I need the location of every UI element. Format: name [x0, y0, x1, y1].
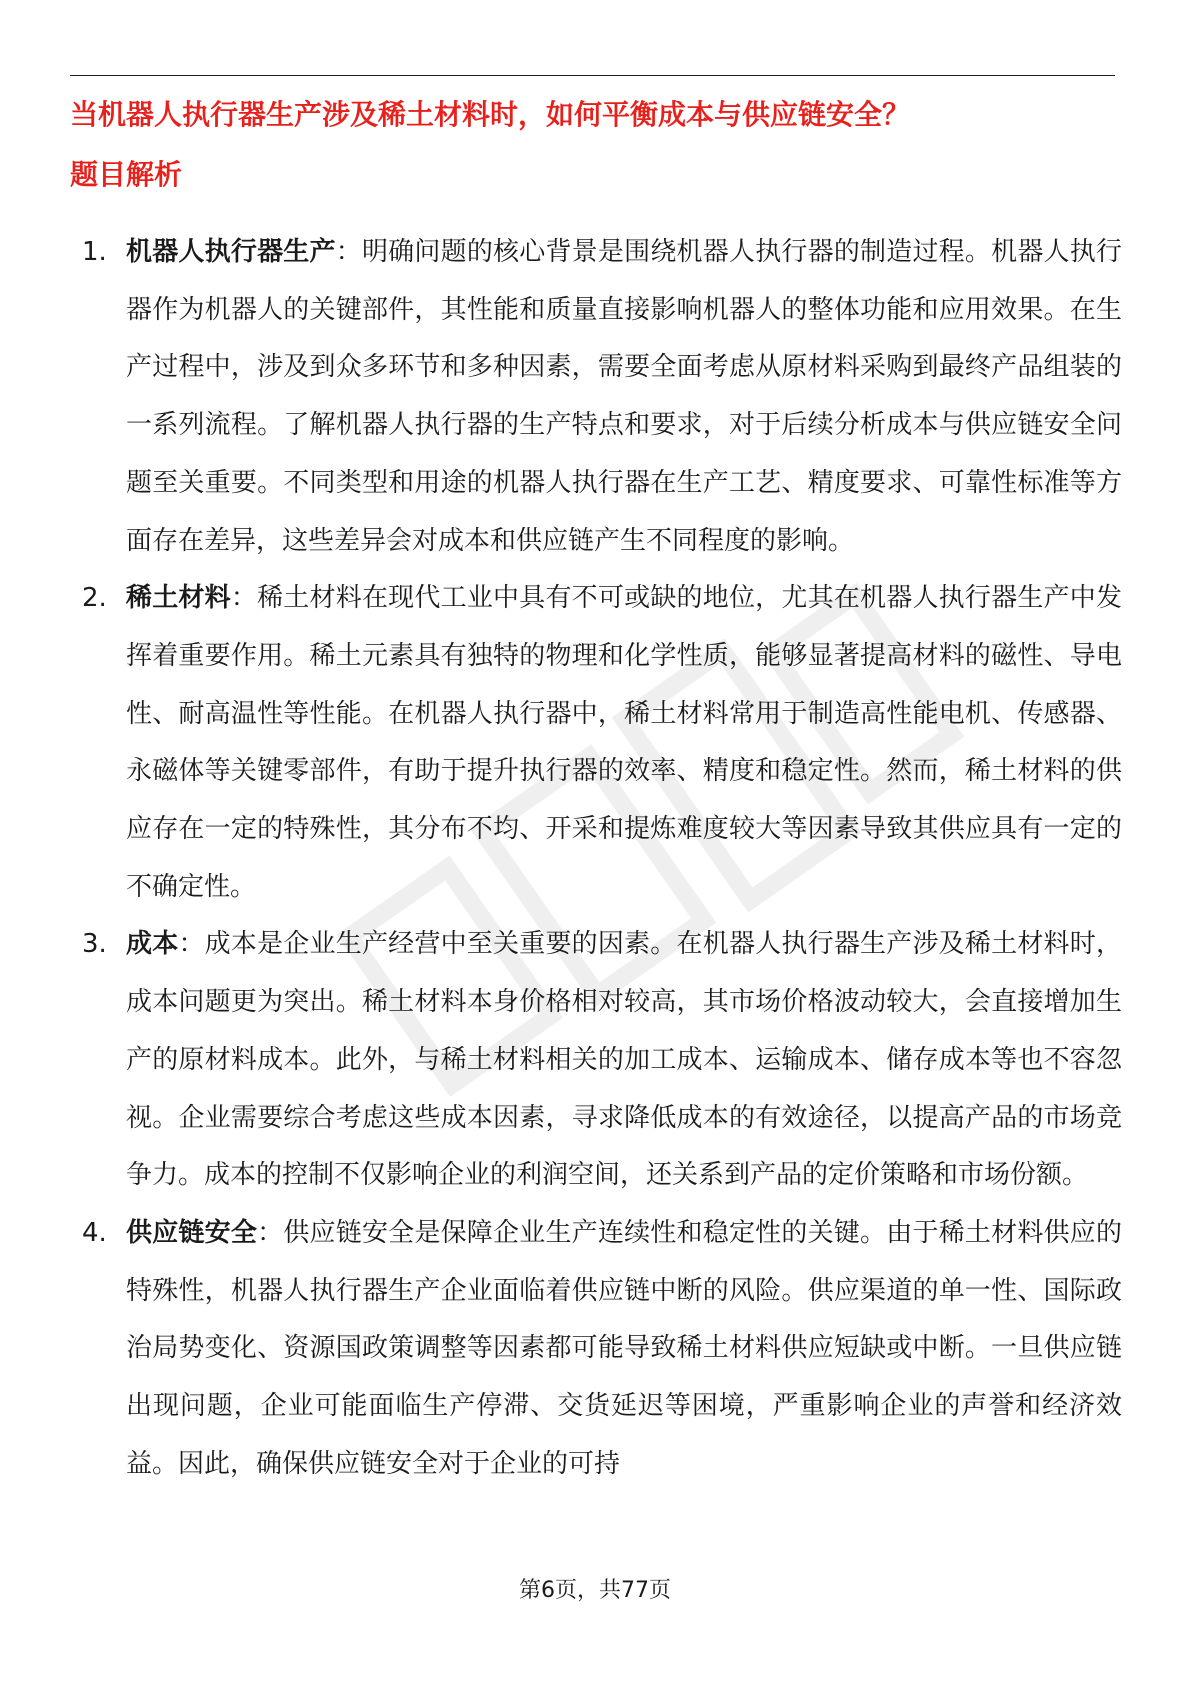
item-separator: ： [335, 237, 362, 267]
list-item [82, 916, 1122, 1205]
item-text: 明确问题的核心背景是围绕机器人执行器的制造过程。机器人执行器作为机器人的关键部件，其性能和质量直接影响机器人的整体功能和应用效果。在生产过程中，涉及到众多环节和多种因素，需要全面考虑从原材料采购到最终产品组装的一系列流程。了解机器人执行器的生产特点和要求，对于后续分析成本与供应链安全问题至关重要。不同类型和用途的机器人执行器在生产工艺、精度要求、可靠性标准等方面存在差异，这些差异会对成本和供应链产生不同程度的影响。 [126, 237, 1122, 556]
item-text: 稀土材料在现代工业中具有不可或缺的地位，尤其在机器人执行器生产中发挥着重要作用。稀土元素具有独特的物理和化学性质，能够显著提高材料的磁性、导电性、耐高温性等性能。在机器人执行器中，稀土材料常用于制造高性能电机、传感器、永磁体等关键零部件，有助于提升执行器的效率、精度和稳定性。然而，稀土材料的供应存在一定的特殊性，其分布不均、开采和提炼难度较大等因素导致其供应具有一定的不确定性。 [126, 583, 1122, 902]
item-term: 机器人执行器生产 [126, 237, 336, 267]
item-text: 成本是企业生产经营中至关重要的因素。在机器人执行器生产涉及稀土材料时，成本问题更为突出。稀土材料本身价格相对较高，其市场价格波动较大，会直接增加生产的原材料成本。此外，与稀土材料相关的加工成本、运输成本、储存成本等也不容忽视。企业需要综合考虑这些成本因素，寻求降低成本的有效途径，以提高产品的市场竞争力。成本的控制不仅影响企业的利润空间，还关系到产品的定价策略和市场份额。 [126, 929, 1122, 1191]
list-item [82, 224, 1122, 570]
item-number: 4. [82, 1217, 107, 1248]
item-term: 成本 [126, 929, 179, 960]
item-term: 稀土材料 [126, 583, 231, 614]
item-separator: ： [178, 929, 205, 960]
item-number: 2. [82, 583, 107, 614]
analysis-list [82, 224, 1122, 1493]
item-number: 1. [82, 237, 107, 267]
item-text: 供应链安全是保障企业生产连续性和稳定性的关键。由于稀土材料供应的特殊性，机器人执行器生产企业面临着供应链中断的风险。供应渠道的单一性、国际政治局势变化、资源国政策调整等因素都可能导致稀土材料供应短缺或中断。一旦供应链出现问题，企业可能面临生产停滞、交货延迟等困境，严重影响企业的声誉和经济效益。因此，确保供应链安全对于企业的可持 [126, 1217, 1122, 1479]
question-title: 当机器人执行器生产涉及稀土材料时，如何平衡成本与供应链安全？ [70, 98, 911, 131]
list-item [82, 570, 1122, 916]
page-number: 第6页，共77页 [519, 1578, 671, 1603]
section-title: 题目解析 [70, 158, 183, 191]
item-term: 供应链安全 [126, 1217, 258, 1248]
list-item [82, 1205, 1122, 1494]
top-divider [70, 75, 1115, 76]
item-separator: ： [230, 583, 258, 614]
item-number: 3. [82, 929, 107, 960]
item-separator: ： [257, 1217, 284, 1248]
